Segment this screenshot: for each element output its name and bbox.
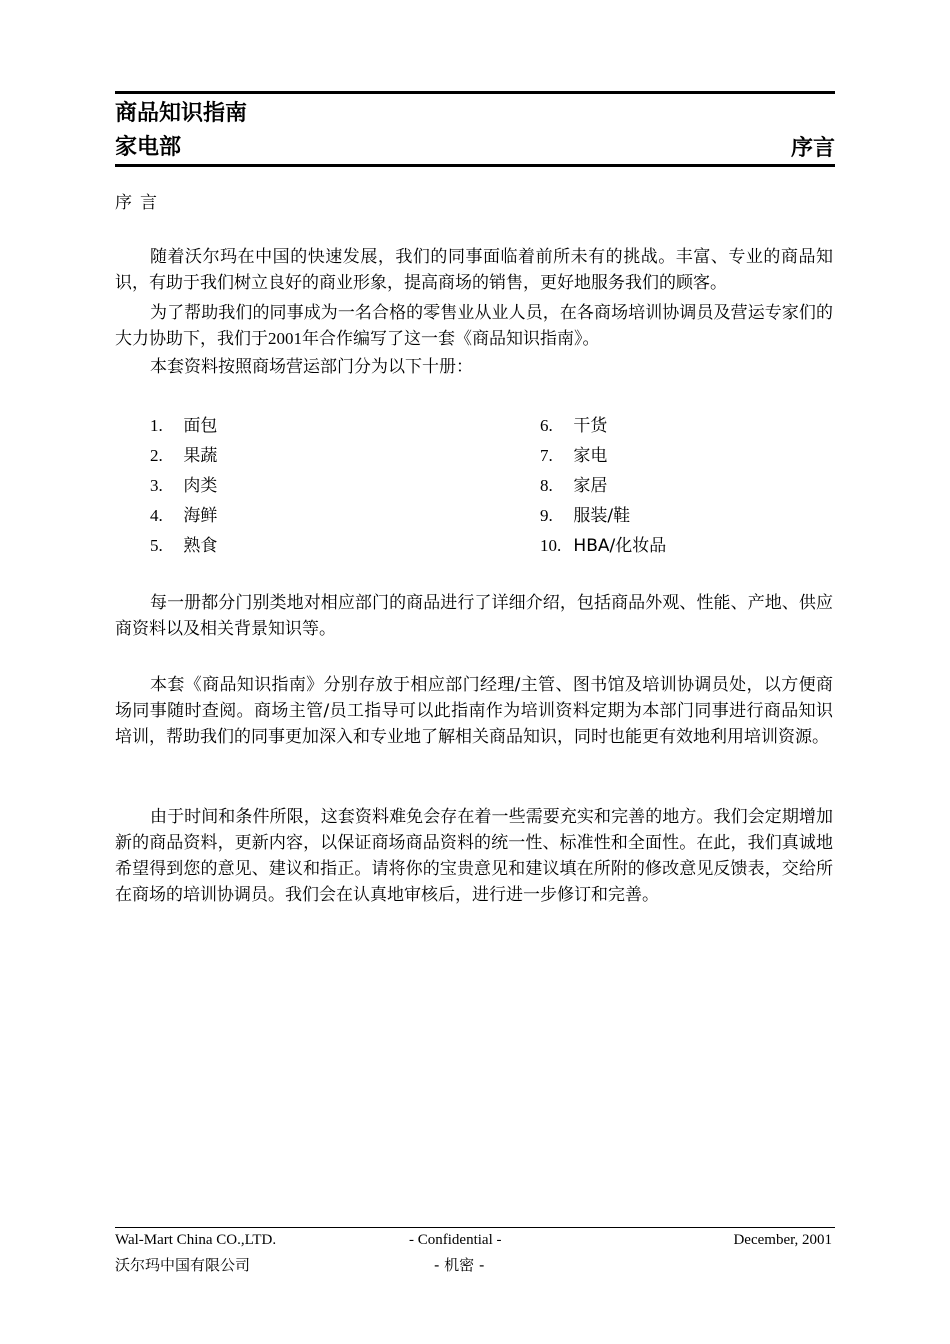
list-item — [540, 471, 666, 501]
footer-company-cn: 沃尔玛中国有限公司 — [115, 1256, 251, 1274]
list-item-number: 9. — [540, 506, 553, 525]
list-item — [540, 501, 666, 531]
paragraph-2-year: 2001 — [268, 329, 302, 348]
list-item-number: 7. — [540, 446, 553, 465]
list-item — [150, 411, 217, 441]
list-item — [150, 501, 217, 531]
list-item-label: 面包 — [183, 416, 218, 436]
footer-rule — [115, 1227, 835, 1228]
list-item-number: 2. — [150, 446, 163, 465]
paragraph-3: 本套资料按照商场营运部门分为以下十册： — [150, 357, 473, 377]
paragraph-5: 本套《商品知识指南》分别存放于相应部门经理/主管、图书馆及培训协调员处，以方便商场同事随时查阅。商场主管/员工指导可以此指南作为培训资料定期为本部门同事进行商品知识培训，帮助我们的同事更加深入和专业地了解相关商品知识，同时也能更有效地利用培训资源。 — [115, 675, 833, 747]
paragraph-2-part-a: 为了帮助我们的同事成为一名合格的零售业从业人员，在各商场培训协调员及营运专家们的大力协助下，我们于 — [115, 303, 833, 349]
header-bottom-rule — [115, 164, 835, 167]
list-item — [540, 411, 666, 441]
list-item-number: 8. — [540, 476, 553, 495]
footer-confidential-cn: - 机密 - — [434, 1256, 485, 1274]
list-item-label: 果蔬 — [183, 446, 218, 466]
list-item — [150, 531, 217, 561]
footer-date: December, 2001 — [733, 1232, 832, 1248]
list-item — [150, 471, 217, 501]
list-item-label: 干货 — [573, 416, 608, 436]
paragraph-4: 每一册都分门别类地对相应部门的商品进行了详细介绍，包括商品外观、性能、产地、供应商资料以及相关背景知识等。 — [115, 593, 833, 639]
footer-company-en: Wal-Mart China CO.,LTD. — [115, 1232, 277, 1248]
list-item — [540, 531, 666, 561]
intro-paragraphs — [115, 244, 833, 380]
list-item-label: 肉类 — [183, 476, 218, 496]
department-title: 家电部 — [115, 135, 182, 160]
list-item-label: 家电 — [573, 446, 608, 466]
list-item-number: 1. — [150, 416, 163, 435]
paragraph-5-block — [115, 672, 833, 750]
list-item-label: HBA/化妆品 — [573, 536, 667, 556]
paragraph-6: 由于时间和条件所限，这套资料难免会存在着一些需要充实和完善的地方。我们会定期增加新的商品资料，更新内容，以保证商场商品资料的统一性、标准性和全面性。在此，我们真诚地希望得到您的意见、建议和指正。请将你的宝贵意见和建议填在所附的修改意见反馈表，交给所在商场的培训协调员。我们会在认真地审核后，进行进一步修订和完善。 — [115, 807, 833, 905]
list-item-number: 10. — [540, 536, 562, 555]
paragraph-2-part-b: 年合作编写了这一套《商品知识指南》。 — [302, 329, 600, 349]
volume-list-left — [150, 411, 217, 561]
footer-confidential-en: - Confidential - — [409, 1232, 502, 1248]
paragraph-6-block — [115, 804, 833, 908]
list-item-label: 海鲜 — [183, 506, 218, 526]
list-item-number: 3. — [150, 476, 163, 495]
paragraph-4-block — [115, 590, 833, 642]
list-item-number: 5. — [150, 536, 163, 555]
document-title: 商品知识指南 — [115, 101, 248, 126]
section-title: 序言 — [790, 136, 835, 161]
list-item-label: 家居 — [573, 476, 608, 496]
volume-list-right — [540, 411, 666, 561]
paragraph-1: 随着沃尔玛在中国的快速发展，我们的同事面临着前所未有的挑战。丰富、专业的商品知识，有助于我们树立良好的商业形象，提高商场的销售，更好地服务我们的顾客。 — [115, 247, 833, 293]
list-item-label: 熟食 — [183, 536, 218, 556]
list-item — [150, 441, 217, 471]
list-item — [540, 441, 666, 471]
header-top-rule — [115, 91, 835, 94]
paragraph-2 — [115, 300, 833, 352]
preface-heading: 序言 — [115, 193, 165, 213]
list-item-label: 服装/鞋 — [573, 506, 631, 526]
list-item-number: 6. — [540, 416, 553, 435]
list-item-number: 4. — [150, 506, 163, 525]
